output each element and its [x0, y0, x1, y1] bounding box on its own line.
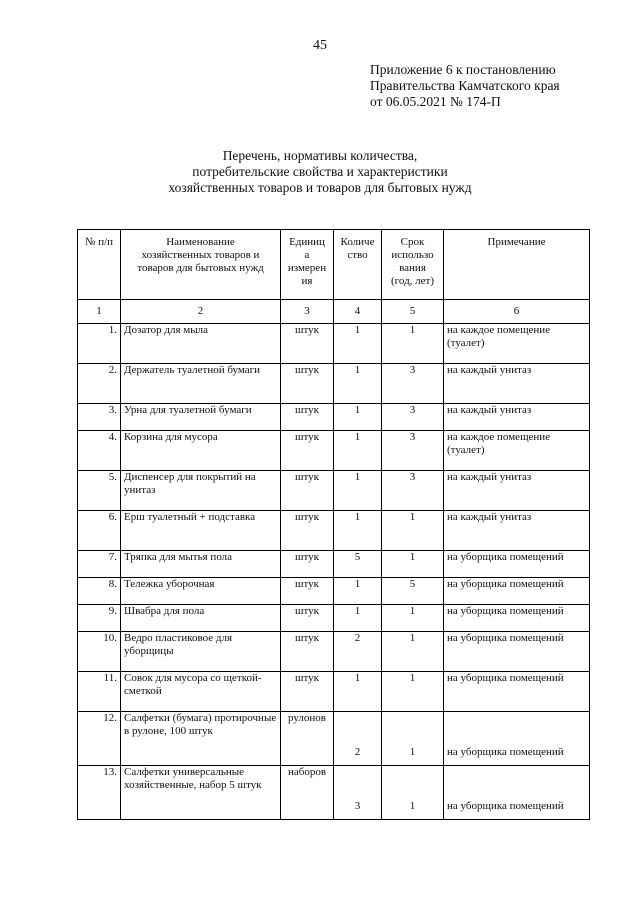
quantity-cell: 1: [334, 324, 382, 364]
title-line: хозяйственных товаров и товаров для бытовых нужд: [168, 180, 472, 195]
term-cell: 5: [382, 578, 444, 605]
term-cell: 3: [382, 364, 444, 404]
unit-cell: штук: [281, 324, 334, 364]
note-cell: на уборщика помещений: [444, 766, 590, 820]
item-name: Диспенсер для покрытий на унитаз: [121, 471, 281, 511]
unit-cell: штук: [281, 578, 334, 605]
unit-cell: штук: [281, 551, 334, 578]
row-number: 12.: [78, 712, 121, 766]
quantity-cell: 1: [334, 471, 382, 511]
note-cell: на каждый унитаз: [444, 364, 590, 404]
note-cell: на каждый унитаз: [444, 511, 590, 551]
note-cell: на уборщика помещений: [444, 578, 590, 605]
table-header-row: [78, 230, 590, 300]
quantity-cell: 1: [334, 431, 382, 471]
row-number: 10.: [78, 632, 121, 672]
term-cell: 3: [382, 431, 444, 471]
table-row: [78, 672, 590, 712]
header-cell: Количе ство: [334, 230, 382, 300]
row-number: 5.: [78, 471, 121, 511]
column-number: 4: [334, 300, 382, 324]
note-cell: на каждый унитаз: [444, 404, 590, 431]
appendix-line: от 06.05.2021 № 174-П: [370, 94, 501, 109]
item-name: Урна для туалетной бумаги: [121, 404, 281, 431]
item-name: Ведро пластиковое для уборщицы: [121, 632, 281, 672]
unit-cell: штук: [281, 404, 334, 431]
row-number: 1.: [78, 324, 121, 364]
table-body: [78, 300, 590, 820]
quantity-cell: 3: [334, 766, 382, 820]
quantity-cell: 1: [334, 404, 382, 431]
table-row: [78, 511, 590, 551]
quantity-cell: 1: [334, 672, 382, 712]
column-number: 5: [382, 300, 444, 324]
column-number-row: [78, 300, 590, 324]
title-line: потребительские свойства и характеристики: [192, 164, 448, 179]
row-number: 11.: [78, 672, 121, 712]
unit-cell: штук: [281, 672, 334, 712]
term-cell: 3: [382, 404, 444, 431]
note-cell: на уборщика помещений: [444, 632, 590, 672]
note-cell: на каждый унитаз: [444, 471, 590, 511]
table-row: [78, 471, 590, 511]
unit-cell: штук: [281, 364, 334, 404]
row-number: 2.: [78, 364, 121, 404]
item-name: Ерш туалетный + подставка: [121, 511, 281, 551]
quantity-cell: 1: [334, 364, 382, 404]
column-number: 6: [444, 300, 590, 324]
note-cell: на уборщика помещений: [444, 712, 590, 766]
item-name: Салфетки универсальные хозяйственные, набор 5 штук: [121, 766, 281, 820]
unit-cell: штук: [281, 632, 334, 672]
row-number: 4.: [78, 431, 121, 471]
appendix-header: [370, 62, 560, 110]
header-cell: Единиц а измерен ия: [281, 230, 334, 300]
table-row: [78, 431, 590, 471]
unit-cell: штук: [281, 431, 334, 471]
unit-cell: рулонов: [281, 712, 334, 766]
unit-cell: штук: [281, 511, 334, 551]
column-number: 3: [281, 300, 334, 324]
term-cell: 1: [382, 632, 444, 672]
item-name: Дозатор для мыла: [121, 324, 281, 364]
item-name: Совок для мусора со щеткой-сметкой: [121, 672, 281, 712]
unit-cell: наборов: [281, 766, 334, 820]
item-name: Салфетки (бумага) протирочные в рулоне, 100 штук: [121, 712, 281, 766]
table-row: [78, 605, 590, 632]
item-name: Корзина для мусора: [121, 431, 281, 471]
header-cell: Срок использо вания (год, лет): [382, 230, 444, 300]
term-cell: 3: [382, 471, 444, 511]
term-cell: 1: [382, 672, 444, 712]
title-line: Перечень, нормативы количества,: [222, 148, 418, 163]
column-number: 2: [121, 300, 281, 324]
unit-cell: штук: [281, 471, 334, 511]
term-cell: 1: [382, 605, 444, 632]
row-number: 3.: [78, 404, 121, 431]
note-cell: на каждое помещение (туалет): [444, 431, 590, 471]
table-row: [78, 766, 590, 820]
quantity-cell: 1: [334, 511, 382, 551]
table-row: [78, 364, 590, 404]
page-number: 45: [313, 38, 327, 53]
unit-cell: штук: [281, 605, 334, 632]
document-title: [0, 148, 640, 196]
term-cell: 1: [382, 511, 444, 551]
quantity-cell: 2: [334, 712, 382, 766]
item-name: Тряпка для мытья пола: [121, 551, 281, 578]
table-row: [78, 324, 590, 364]
items-table: [77, 229, 590, 820]
note-cell: на уборщика помещений: [444, 672, 590, 712]
note-cell: на каждое помещение (туалет): [444, 324, 590, 364]
appendix-line: Правительства Камчатского края: [370, 78, 560, 93]
header-cell: Примечание: [444, 230, 590, 300]
table-row: [78, 632, 590, 672]
row-number: 6.: [78, 511, 121, 551]
row-number: 8.: [78, 578, 121, 605]
term-cell: 1: [382, 712, 444, 766]
term-cell: 1: [382, 766, 444, 820]
item-name: Держатель туалетной бумаги: [121, 364, 281, 404]
note-cell: на уборщика помещений: [444, 551, 590, 578]
table-row: [78, 551, 590, 578]
term-cell: 1: [382, 324, 444, 364]
header-cell: Наименование хозяйственных товаров и товаров для бытовых нужд: [121, 230, 281, 300]
quantity-cell: 1: [334, 605, 382, 632]
quantity-cell: 1: [334, 578, 382, 605]
column-number: 1: [78, 300, 121, 324]
appendix-line: Приложение 6 к постановлению: [370, 62, 556, 77]
note-cell: на уборщика помещений: [444, 605, 590, 632]
item-name: Швабра для пола: [121, 605, 281, 632]
header-cell: № п/п: [78, 230, 121, 300]
row-number: 9.: [78, 605, 121, 632]
row-number: 7.: [78, 551, 121, 578]
table-row: [78, 712, 590, 766]
table-row: [78, 404, 590, 431]
quantity-cell: 5: [334, 551, 382, 578]
row-number: 13.: [78, 766, 121, 820]
item-name: Тележка уборочная: [121, 578, 281, 605]
table-row: [78, 578, 590, 605]
term-cell: 1: [382, 551, 444, 578]
quantity-cell: 2: [334, 632, 382, 672]
